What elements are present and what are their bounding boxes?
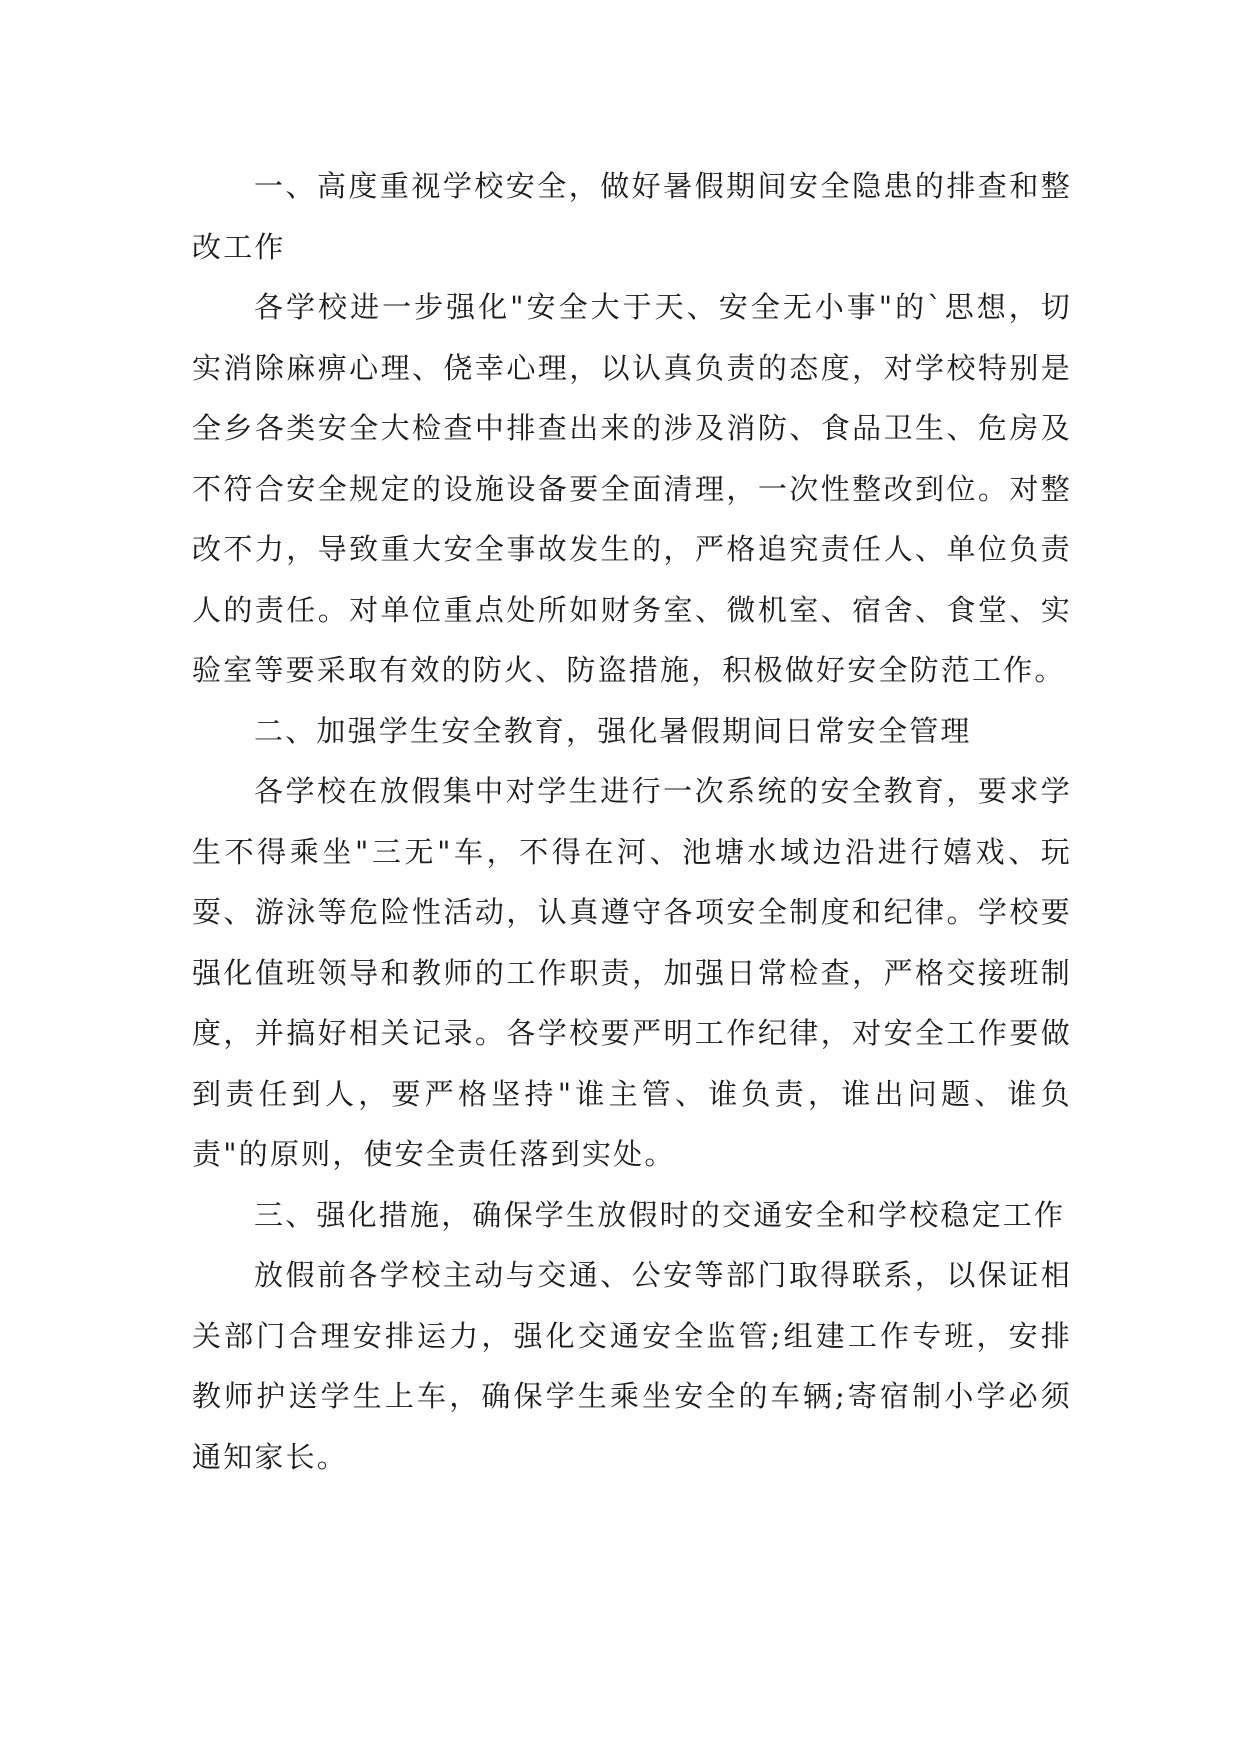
section-1-heading: 一、高度重视学校安全，做好暑假期间安全隐患的排查和整改工作	[192, 169, 1072, 264]
section-2-body: 各学校在放假集中对学生进行一次系统的安全教育，要求学生不得乘坐"三无"车，不得在河、池塘水域边沿进行嬉戏、玩耍、游泳等危险性活动，认真遵守各项安全制度和纪律。学校要强化值班领导和教师的工作职责，加强日常检查，严格交接班制度，并搞好相关记录。各学校要严明工作纪律，对安全工作要做到责任到人，要严格坚持"谁主管、谁负责，谁出问题、谁负责"的原则，使安全责任落到实处。	[192, 774, 1072, 1171]
document-body	[192, 156, 1072, 1487]
section-3-heading: 三、强化措施，确保学生放假时的交通安全和学校稳定工作	[254, 1197, 1066, 1232]
section-1-body: 各学校进一步强化"安全大于天、安全无小事"的`思想，切实消除麻痹心理、侥幸心理，以认真负责的态度，对学校特别是全乡各类安全大检查中排查出来的涉及消防、食品卫生、危房及不符合安全规定的设施设备要全面清理，一次性整改到位。对整改不力，导致重大安全事故发生的，严格追究责任人、单位负责人的责任。对单位重点处所如财务室、微机室、宿舍、食堂、实验室等要采取有效的防火、防盗措施，积极做好安全防范工作。	[192, 290, 1072, 687]
section-2-heading: 二、加强学生安全教育，强化暑假期间日常安全管理	[254, 713, 972, 748]
section-3-body: 放假前各学校主动与交通、公安等部门取得联系，以保证相关部门合理安排运力，强化交通安全监管;组建工作专班，安排教师护送学生上车，确保学生乘坐安全的车辆;寄宿制小学必须通知家长。	[192, 1258, 1072, 1474]
